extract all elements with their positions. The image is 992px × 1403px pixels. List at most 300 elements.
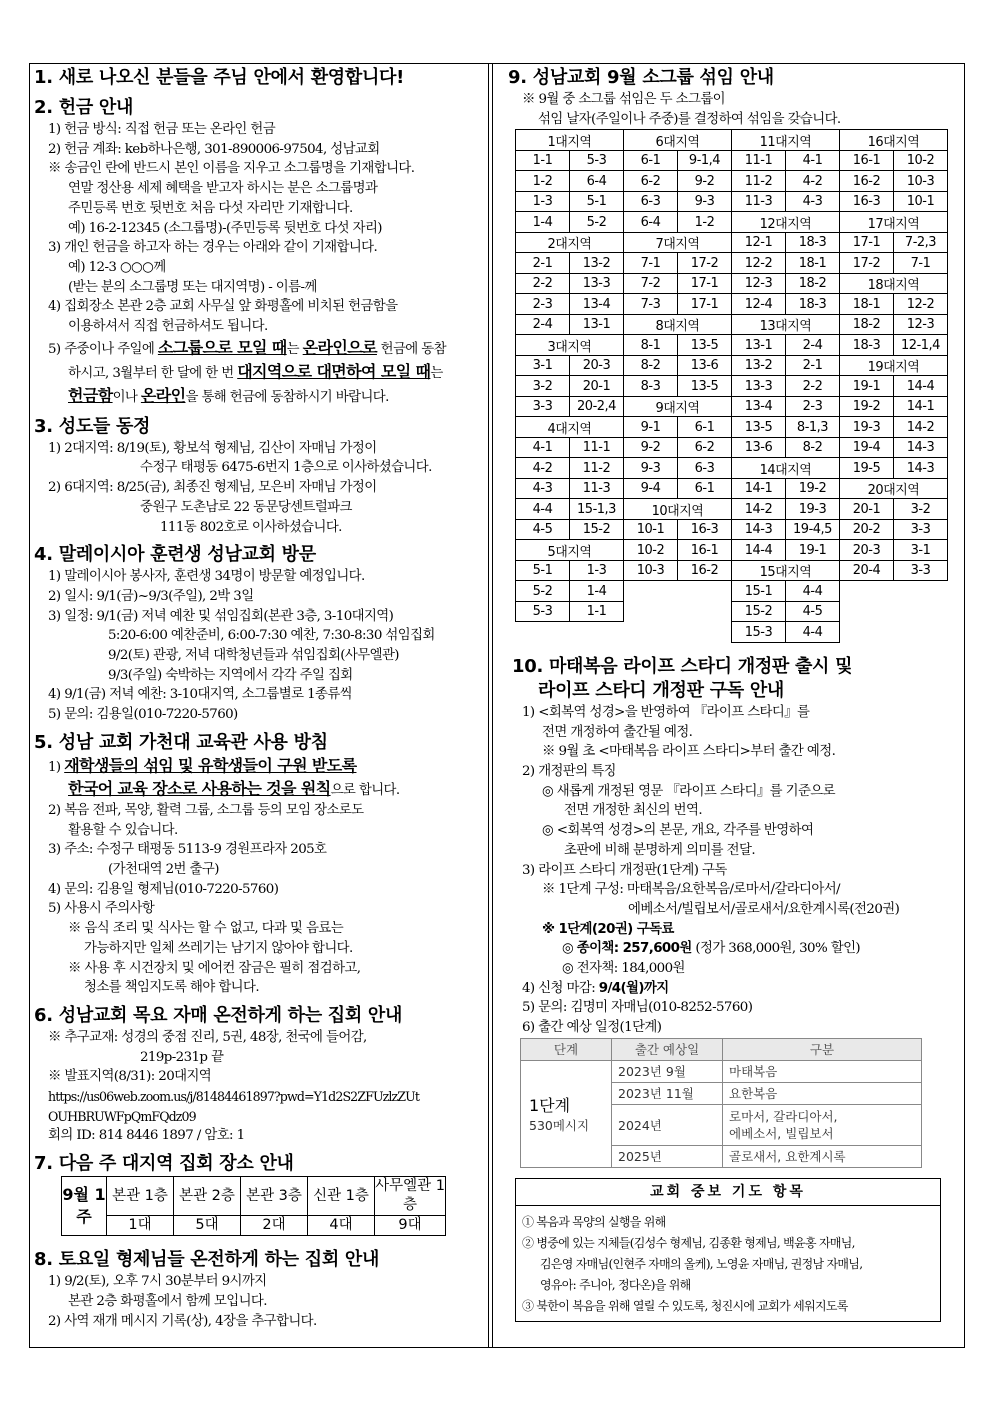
group-cell: 16-1 xyxy=(840,150,894,171)
group-cell: 6-4 xyxy=(624,212,678,233)
s2-line: 4) 집회장소 본관 2층 교회 사무실 앞 화평홀에 비치된 헌금함을 xyxy=(48,299,398,315)
s10-line: 전면 개정하여 출간될 예정. xyxy=(542,724,693,740)
partner-group-cell: 19-1 xyxy=(786,540,840,561)
group-cell: 14-2 xyxy=(732,499,786,520)
small-group-row xyxy=(516,396,948,417)
prayer-item: ① 복음과 목양의 실행을 위해 xyxy=(522,1214,666,1229)
group-cell: 11-3 xyxy=(732,191,786,212)
region-header: 19대지역 xyxy=(840,355,948,376)
small-group-row xyxy=(516,150,948,171)
s10-line: 초판에 비해 분명하게 의미를 전달. xyxy=(564,842,755,858)
empty-cell xyxy=(894,581,948,602)
group-cell: 12-3 xyxy=(732,273,786,294)
region-header: 7대지역 xyxy=(624,232,732,253)
partner-group-cell: 17-1 xyxy=(678,273,732,294)
s6-line: ※ 추구교재: 성경의 중점 진리, 5권, 48장, 천국에 들어감, xyxy=(48,1029,367,1045)
small-group-row xyxy=(516,212,948,233)
prayer-item: ② 병중에 있는 지체들(김성수 형제님, 김종환 형제님, 백윤홍 자매님, xyxy=(522,1235,855,1250)
group-cell: 4-2 xyxy=(516,458,570,479)
partner-group-cell: 19-2 xyxy=(786,478,840,499)
schedule-books: 로마서, 갈라디아서, 에베소서, 빌립보서 xyxy=(723,1104,922,1145)
region-header: 3대지역 xyxy=(516,335,624,356)
partner-group-cell: 8-1,3 xyxy=(786,417,840,438)
partner-group-cell: 20-3 xyxy=(570,355,624,376)
s8-line: 2) 사역 재개 메시지 기록(상), 4장을 추구합니다. xyxy=(48,1313,317,1329)
s2-p5-line3: 헌금함이나 온라인을 통해 헌금에 동참하시기 바랍니다. xyxy=(68,385,389,405)
partner-group-cell: 6-2 xyxy=(678,437,732,458)
partner-group-cell: 15-1,3 xyxy=(570,499,624,520)
group-cell: 20-4 xyxy=(840,560,894,581)
section-7-title: 7. 다음 주 대지역 집회 장소 안내 xyxy=(34,1153,294,1175)
region-header: 16대지역 xyxy=(840,130,948,151)
small-group-row xyxy=(516,253,948,274)
s4-line: 9/3(주일) 숙박하는 지역에서 각각 주일 집회 xyxy=(108,667,353,683)
partner-group-cell: 5-1 xyxy=(570,191,624,212)
s8-line: 1) 9/2(토), 오후 7시 30분부터 9시까지 xyxy=(48,1274,267,1290)
group-cell: 20-3 xyxy=(840,540,894,561)
group-cell: 8-3 xyxy=(624,376,678,397)
partner-group-cell: 4-4 xyxy=(786,581,840,602)
group-cell: 14-3 xyxy=(732,519,786,540)
group-cell: 18-3 xyxy=(840,335,894,356)
partner-group-cell: 18-2 xyxy=(786,273,840,294)
place-name: 사무엘관 1층 xyxy=(375,1177,446,1216)
partner-group-cell: 11-3 xyxy=(570,478,624,499)
small-group-row xyxy=(516,294,948,315)
small-group-row xyxy=(516,458,948,479)
partner-group-cell: 15-2 xyxy=(570,519,624,540)
small-group-row xyxy=(516,417,948,438)
partner-group-cell: 4-2 xyxy=(786,171,840,192)
s4-line: 2) 일시: 9/1(금)~9/3(주일), 2박 3일 xyxy=(48,588,254,604)
empty-cell xyxy=(894,601,948,622)
partner-group-cell: 10-1 xyxy=(894,191,948,212)
partner-group-cell: 3-2 xyxy=(894,499,948,520)
group-cell: 3-1 xyxy=(516,355,570,376)
s10-line: 에베소서/빌립보서/골로새서/요한계시록(전20권) xyxy=(628,901,900,917)
s6-line: ※ 발표지역(8/31): 20대지역 xyxy=(48,1069,212,1085)
partner-group-cell: 10-2 xyxy=(894,150,948,171)
partner-group-cell: 8-2 xyxy=(786,437,840,458)
partner-group-cell: 6-4 xyxy=(570,171,624,192)
schedule-books: 요한복음 xyxy=(723,1082,922,1104)
group-cell: 11-1 xyxy=(732,150,786,171)
schedule-date: 2024년 xyxy=(612,1104,723,1145)
group-cell: 10-3 xyxy=(624,560,678,581)
s4-line: 5) 문의: 김용일(010-7220-5760) xyxy=(48,707,238,723)
schedule-date: 2023년 9월 xyxy=(612,1060,723,1082)
partner-group-cell: 13-4 xyxy=(570,294,624,315)
s3-line: 수정구 태평동 6475-6번지 1층으로 이사하셨습니다. xyxy=(140,460,432,476)
prayer-item: ③ 북한이 복음을 위해 열릴 수 있도록, 청진시에 교회가 세워지도록 xyxy=(522,1298,848,1313)
section-1-title: 1. 새로 나오신 분들을 주님 안에서 환영합니다! xyxy=(34,67,405,88)
partner-group-cell: 5-2 xyxy=(570,212,624,233)
partner-group-cell: 19-4,5 xyxy=(786,519,840,540)
s5-line: ※ 사용 후 시건장치 및 에어컨 잠금은 필히 점검하고, xyxy=(68,960,361,976)
s10-line: ※ 9월 초 <마태복음 라이프 스타디>부터 출간 예정. xyxy=(542,744,836,760)
place-region: 2대 xyxy=(241,1216,308,1236)
empty-cell xyxy=(570,622,624,643)
partner-group-cell: 6-1 xyxy=(678,478,732,499)
small-group-row xyxy=(516,622,948,643)
region-header: 2대지역 xyxy=(516,232,624,253)
right-column xyxy=(508,66,958,1322)
s9-note: ※ 9월 중 소그룹 섞임은 두 소그룹이 xyxy=(522,92,726,107)
group-cell: 16-3 xyxy=(840,191,894,212)
region-header: 6대지역 xyxy=(624,130,732,151)
schedule-header: 출간 예상일 xyxy=(612,1038,723,1060)
place-name: 본관 3층 xyxy=(241,1177,308,1216)
place-name: 본관 2층 xyxy=(174,1177,241,1216)
schedule-date: 2025년 xyxy=(612,1145,723,1167)
partner-group-cell: 14-1 xyxy=(894,396,948,417)
small-group-row xyxy=(516,232,948,253)
group-cell: 2-4 xyxy=(516,314,570,335)
region-header: 18대지역 xyxy=(840,273,948,294)
s5-line: ※ 음식 조리 및 식사는 할 수 없고, 다과 및 음료는 xyxy=(68,921,344,937)
group-cell: 5-1 xyxy=(516,560,570,581)
group-cell: 1-2 xyxy=(516,171,570,192)
s5-line: 청소를 책임지도록 해야 합니다. xyxy=(84,980,259,996)
group-cell: 20-2 xyxy=(840,519,894,540)
partner-group-cell: 1-1 xyxy=(570,601,624,622)
small-group-row xyxy=(516,171,948,192)
zoom-link[interactable]: https://us06web.zoom.us/j/81484461897?pwd=Y1d2S2ZFUzlzZUt xyxy=(48,1089,420,1105)
partner-group-cell: 13-3 xyxy=(570,273,624,294)
partner-group-cell: 11-1 xyxy=(570,437,624,458)
partner-group-cell: 13-6 xyxy=(678,355,732,376)
deadline: 4) 신청 마감: 9/4(월)까지 xyxy=(522,980,669,996)
group-cell: 14-1 xyxy=(732,478,786,499)
small-group-row xyxy=(516,581,948,602)
partner-group-cell: 11-2 xyxy=(570,458,624,479)
partner-group-cell: 14-4 xyxy=(894,376,948,397)
partner-group-cell: 1-4 xyxy=(570,581,624,602)
group-cell: 15-3 xyxy=(732,622,786,643)
s6-line: 219p-231p 끝 xyxy=(140,1049,224,1065)
group-cell: 9-1 xyxy=(624,417,678,438)
paper-book-price: ◎ 종이책: 257,600원 (정가 368,000원, 30% 할인) xyxy=(562,941,861,957)
partner-group-cell: 20-1 xyxy=(570,376,624,397)
s4-line: 1) 말레이시아 봉사자, 훈련생 34명이 방문할 예정입니다. xyxy=(48,569,365,585)
group-cell: 6-1 xyxy=(624,150,678,171)
s10-line: 2) 개정판의 특징 xyxy=(522,764,616,780)
empty-cell xyxy=(624,622,678,643)
place-name: 신관 1층 xyxy=(308,1177,375,1216)
partner-group-cell: 1-3 xyxy=(570,560,624,581)
group-cell: 12-2 xyxy=(732,253,786,274)
group-cell: 6-2 xyxy=(624,171,678,192)
s4-line: 3) 일정: 9/1(금) 저녁 예찬 및 섞임집회(본관 3층, 3-10대지역) xyxy=(48,608,394,624)
group-cell: 8-1 xyxy=(624,335,678,356)
group-cell: 7-2 xyxy=(624,273,678,294)
group-cell: 19-5 xyxy=(840,458,894,479)
section-8-title: 8. 토요일 형제님들 온전하게 하는 집회 안내 xyxy=(34,1249,380,1271)
partner-group-cell: 2-3 xyxy=(786,396,840,417)
partner-group-cell: 17-1 xyxy=(678,294,732,315)
region-header: 13대지역 xyxy=(732,314,840,335)
small-group-row xyxy=(516,478,948,499)
s2-line: 연말 정산용 세제 혜택을 받고자 하시는 분은 소그룹명과 xyxy=(68,181,378,197)
group-cell: 19-4 xyxy=(840,437,894,458)
s4-line: 4) 9/1(금) 저녁 예찬: 3-10대지역, 소그룹별로 1종류씩 xyxy=(48,687,353,703)
s10-line: ◎ <회복역 성경>의 본문, 개요, 각주를 반영하여 xyxy=(542,823,814,839)
section-9-title: 9. 성남교회 9월 소그룹 섞임 안내 xyxy=(508,67,774,88)
s2-line: ※ 송금인 란에 반드시 본인 이름을 지우고 소그룹명을 기재합니다. xyxy=(48,161,415,177)
partner-group-cell: 14-2 xyxy=(894,417,948,438)
group-cell: 14-4 xyxy=(732,540,786,561)
group-cell: 5-2 xyxy=(516,581,570,602)
partner-group-cell: 3-1 xyxy=(894,540,948,561)
s8-line: 본관 2층 화평홀에서 함께 모입니다. xyxy=(68,1293,267,1309)
s3-line: 중원구 도촌남로 22 동문당센트럴파크 xyxy=(140,499,352,515)
partner-group-cell: 13-1 xyxy=(570,314,624,335)
partner-group-cell: 6-3 xyxy=(678,458,732,479)
partner-group-cell: 14-3 xyxy=(894,437,948,458)
region-header: 20대지역 xyxy=(840,478,948,499)
column-divider xyxy=(488,63,489,1348)
s5-line: 가능하지만 일체 쓰레기는 남기지 않아야 합니다. xyxy=(84,940,353,956)
place-region: 1대 xyxy=(107,1216,174,1236)
group-cell: 9-2 xyxy=(624,437,678,458)
small-group-row xyxy=(516,601,948,622)
meeting-place-table xyxy=(61,1176,446,1236)
schedule-title: 6) 출간 예상 일정(1단계) xyxy=(522,1020,662,1036)
section-4-title: 4. 말레이시아 훈련생 성남교회 방문 xyxy=(34,544,316,566)
empty-cell xyxy=(624,581,678,602)
s2-line: 2) 헌금 계좌: keb하나은행, 301-890006-97504, 성남교회 xyxy=(48,141,380,157)
group-cell: 17-1 xyxy=(840,232,894,253)
publication-schedule-table xyxy=(520,1038,922,1168)
region-header: 14대지역 xyxy=(732,458,840,479)
place-name: 본관 1층 xyxy=(107,1177,174,1216)
schedule-books: 마태복음 xyxy=(723,1060,922,1082)
prayer-box xyxy=(515,1178,941,1322)
group-cell: 16-2 xyxy=(840,171,894,192)
s5-line: 5) 사용시 주의사항 xyxy=(48,901,155,917)
subscription-fee-title: ※ 1단계(20권) 구독료 xyxy=(542,921,674,937)
group-cell: 4-1 xyxy=(516,437,570,458)
group-cell: 13-3 xyxy=(732,376,786,397)
group-cell: 13-4 xyxy=(732,396,786,417)
partner-group-cell: 7-1 xyxy=(894,253,948,274)
group-cell: 10-2 xyxy=(624,540,678,561)
empty-cell xyxy=(678,581,732,602)
s6-line: 회의 ID: 814 8446 1897 / 암호: 1 xyxy=(48,1128,245,1144)
section-2-title: 2. 헌금 안내 xyxy=(34,97,134,118)
partner-group-cell: 4-3 xyxy=(786,191,840,212)
group-cell: 1-4 xyxy=(516,212,570,233)
s10-line: 3) 라이프 스타디 개정판(1단계) 구독 xyxy=(522,862,727,878)
partner-group-cell: 3-3 xyxy=(894,519,948,540)
group-cell: 9-4 xyxy=(624,478,678,499)
partner-group-cell: 10-3 xyxy=(894,171,948,192)
small-group-row xyxy=(516,191,948,212)
region-header: 11대지역 xyxy=(732,130,840,151)
group-cell: 12-4 xyxy=(732,294,786,315)
s3-line: 1) 2대지역: 8/19(토), 황보석 형제님, 김산이 자매님 가정이 xyxy=(48,440,377,456)
small-group-row xyxy=(516,519,948,540)
s10-line: 전면 개정한 최신의 번역. xyxy=(564,803,702,819)
group-cell: 9-3 xyxy=(624,458,678,479)
group-cell: 1-3 xyxy=(516,191,570,212)
section-10-subtitle: 라이프 스타디 개정판 구독 안내 xyxy=(538,679,785,701)
empty-cell xyxy=(840,622,894,643)
s9-note: 섞임 날자(주일이나 주중)를 결정하여 섞임을 갖습니다. xyxy=(538,111,841,127)
group-cell: 2-2 xyxy=(516,273,570,294)
group-cell: 13-5 xyxy=(732,417,786,438)
partner-group-cell: 5-3 xyxy=(570,150,624,171)
s10-line: 1) <회복역 성경>을 반영하여 『라이프 스타디』를 xyxy=(522,704,810,720)
partner-group-cell: 3-3 xyxy=(894,560,948,581)
partner-group-cell: 18-3 xyxy=(786,232,840,253)
partner-group-cell: 7-2,3 xyxy=(894,232,948,253)
region-header: 10대지역 xyxy=(624,499,732,520)
small-group-row xyxy=(516,130,948,151)
s10-line: ◎ 새롭게 개정된 영문 『라이프 스타디』를 기준으로 xyxy=(542,783,835,799)
zoom-link-cont[interactable]: OUHBRUWFpQmFQdz09 xyxy=(48,1108,196,1124)
group-cell: 4-3 xyxy=(516,478,570,499)
group-cell: 12-1 xyxy=(732,232,786,253)
s2-line: 주민등록 번호 뒷번호 처음 다섯 자리만 기재합니다. xyxy=(68,200,353,216)
group-cell: 10-1 xyxy=(624,519,678,540)
s4-line: 9/2(토) 관광, 저녁 대학청년들과 섞임집회(사무엘관) xyxy=(108,648,399,664)
empty-cell xyxy=(516,622,570,643)
group-cell: 15-1 xyxy=(732,581,786,602)
s3-line: 111동 802호로 이사하셨습니다. xyxy=(160,519,342,535)
schedule-books: 골로새서, 요한계시록 xyxy=(723,1145,922,1167)
group-cell: 13-1 xyxy=(732,335,786,356)
group-cell: 4-5 xyxy=(516,519,570,540)
s5-line: (가천대역 2번 출구) xyxy=(108,861,219,877)
week-label: 9월 1주 xyxy=(62,1177,107,1236)
region-header: 8대지역 xyxy=(624,314,732,335)
partner-group-cell: 2-2 xyxy=(786,376,840,397)
group-cell: 15-2 xyxy=(732,601,786,622)
empty-cell xyxy=(678,601,732,622)
s3-line: 2) 6대지역: 8/25(금), 최종진 형제님, 모은비 자매님 가정이 xyxy=(48,480,377,496)
s4-line: 5:20-6:00 예찬준비, 6:00-7:30 예찬, 7:30-8:30 섞임집회 xyxy=(108,628,435,644)
partner-group-cell: 13-2 xyxy=(570,253,624,274)
small-group-row xyxy=(516,499,948,520)
prayer-item: 영유아: 주니아, 정다온)을 위해 xyxy=(540,1277,691,1292)
group-cell: 11-2 xyxy=(732,171,786,192)
group-cell: 19-2 xyxy=(840,396,894,417)
group-cell: 19-1 xyxy=(840,376,894,397)
partner-group-cell: 20-2,4 xyxy=(570,396,624,417)
partner-group-cell: 14-3 xyxy=(894,458,948,479)
small-group-row xyxy=(516,355,948,376)
empty-cell xyxy=(624,601,678,622)
prayer-item: 김은영 자매님(인현주 자매의 올케), 노영윤 자매님, 권정남 자매님, xyxy=(540,1256,863,1271)
group-cell: 18-1 xyxy=(840,294,894,315)
group-cell: 13-6 xyxy=(732,437,786,458)
section-5-title: 5. 성남 교회 가천대 교육관 사용 방침 xyxy=(34,731,328,753)
partner-group-cell: 4-1 xyxy=(786,150,840,171)
partner-group-cell: 2-1 xyxy=(786,355,840,376)
partner-group-cell: 16-2 xyxy=(678,560,732,581)
partner-group-cell: 13-5 xyxy=(678,376,732,397)
group-cell: 1-1 xyxy=(516,150,570,171)
s2-line: (받는 분의 소그룹명 또는 대지역명) - 이름-께 xyxy=(68,279,317,295)
partner-group-cell: 9-3 xyxy=(678,191,732,212)
group-cell: 18-2 xyxy=(840,314,894,335)
group-cell: 5-3 xyxy=(516,601,570,622)
partner-group-cell: 18-1 xyxy=(786,253,840,274)
group-cell: 6-3 xyxy=(624,191,678,212)
partner-group-cell: 6-1 xyxy=(678,417,732,438)
group-cell: 8-2 xyxy=(624,355,678,376)
prayer-title: 교회 중보 기도 항목 xyxy=(516,1179,940,1206)
partner-group-cell: 12-2 xyxy=(894,294,948,315)
empty-cell xyxy=(840,581,894,602)
small-group-row xyxy=(516,335,948,356)
s5-line: 활용할 수 있습니다. xyxy=(68,822,178,838)
group-cell: 19-3 xyxy=(840,417,894,438)
s10-line: ※ 1단계 구성: 마태복음/요한복음/로마서/갈라디아서/ xyxy=(542,882,840,898)
empty-cell xyxy=(678,622,732,643)
ebook-price: ◎ 전자책: 184,000원 xyxy=(562,961,685,977)
partner-group-cell: 16-3 xyxy=(678,519,732,540)
empty-cell xyxy=(840,601,894,622)
region-header: 15대지역 xyxy=(732,560,840,581)
s2-line: 이용하셔서 직접 헌금하셔도 됩니다. xyxy=(68,319,268,335)
schedule-stage: 1단계 530메시지 xyxy=(521,1060,612,1167)
partner-group-cell: 17-2 xyxy=(678,253,732,274)
place-region: 9대 xyxy=(375,1216,446,1236)
section-6-title: 6. 성남교회 목요 자매 온전하게 하는 집회 안내 xyxy=(34,1004,403,1026)
small-group-table xyxy=(515,129,948,643)
group-cell: 20-1 xyxy=(840,499,894,520)
group-cell: 3-3 xyxy=(516,396,570,417)
s5-rule-line2: 한국어 교육 장소로 사용하는 것을 원칙으로 합니다. xyxy=(68,778,400,798)
schedule-date: 2023년 11월 xyxy=(612,1082,723,1104)
partner-group-cell: 2-4 xyxy=(786,335,840,356)
section-3-title: 3. 성도들 동정 xyxy=(34,415,151,437)
group-cell: 3-2 xyxy=(516,376,570,397)
s5-line: 2) 복음 전파, 목양, 활력 그룹, 소그룹 등의 모임 장소로도 xyxy=(48,802,364,818)
region-header: 5대지역 xyxy=(516,540,624,561)
partner-group-cell: 16-1 xyxy=(678,540,732,561)
group-cell: 7-1 xyxy=(624,253,678,274)
partner-group-cell: 9-1,4 xyxy=(678,150,732,171)
s2-p5-line1: 5) 주중이나 주일에 소그룹으로 모일 때는 온라인으로 헌금에 동참 xyxy=(48,337,446,357)
s2-line: 1) 헌금 방식: 직접 헌금 또는 온라인 헌금 xyxy=(48,122,276,137)
small-group-row xyxy=(516,376,948,397)
s2-line: 3) 개인 헌금을 하고자 하는 경우는 아래와 같이 기재합니다. xyxy=(48,240,378,256)
region-header: 9대지역 xyxy=(624,396,732,417)
small-group-row xyxy=(516,540,948,561)
small-group-row xyxy=(516,560,948,581)
partner-group-cell: 13-5 xyxy=(678,335,732,356)
group-cell: 2-3 xyxy=(516,294,570,315)
place-region: 5대 xyxy=(174,1216,241,1236)
group-cell: 4-4 xyxy=(516,499,570,520)
partner-group-cell: 1-2 xyxy=(678,212,732,233)
s10-contact: 5) 문의: 김명미 자매님(010-8252-5760) xyxy=(522,1000,753,1016)
region-header: 4대지역 xyxy=(516,417,624,438)
small-group-row xyxy=(516,314,948,335)
region-header: 17대지역 xyxy=(840,212,948,233)
empty-cell xyxy=(894,622,948,643)
region-header: 12대지역 xyxy=(732,212,840,233)
small-group-row xyxy=(516,273,948,294)
s5-line: 4) 문의: 김용일 형제님(010-7220-5760) xyxy=(48,881,279,897)
partner-group-cell: 18-3 xyxy=(786,294,840,315)
s2-line: 예) 16-2-12345 (소그룹명)-(주민등록 뒷번호 다섯 자리) xyxy=(68,220,382,236)
s5-rule-line1: 1) 재학생들의 섞임 및 유학생들이 구원 받도록 xyxy=(48,755,357,775)
partner-group-cell: 4-4 xyxy=(786,622,840,643)
